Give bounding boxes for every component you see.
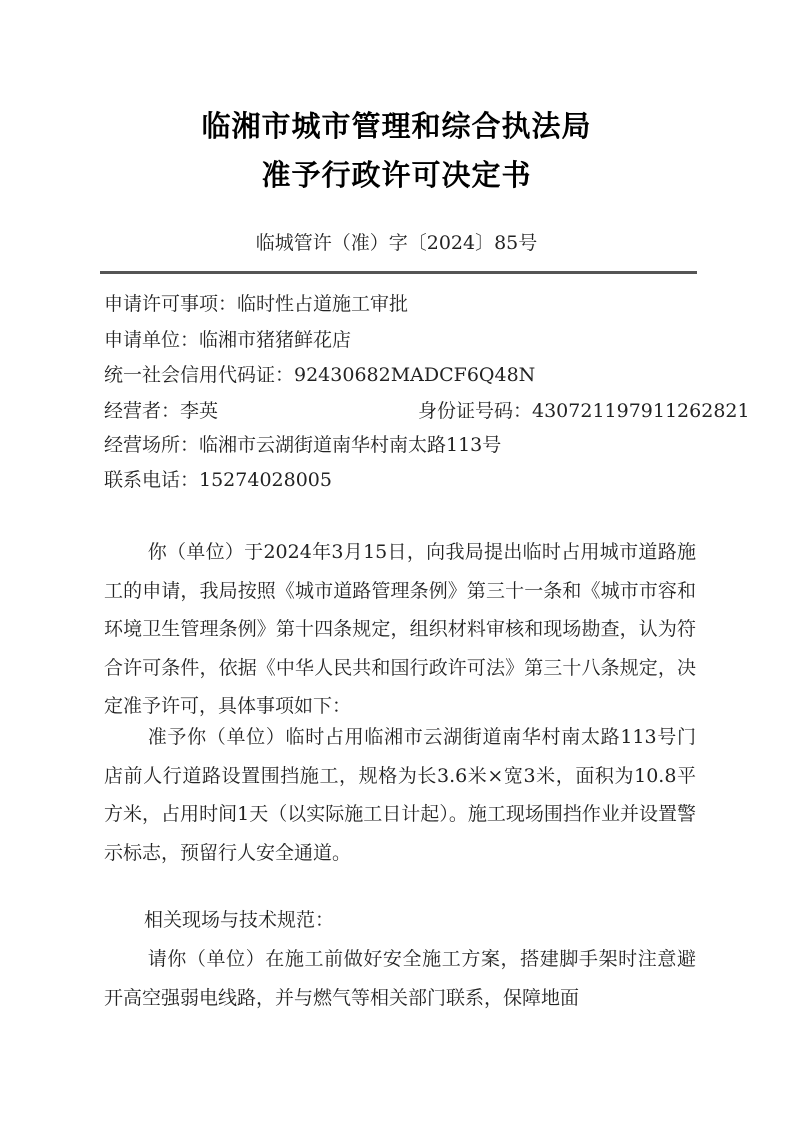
field-operator-row bbox=[104, 396, 750, 423]
body-paragraph-application: 你（单位）于2024年3月15日，向我局提出临时占用城市道路施工的申请，我局按照《城市道路管理条例》第三十一条和《城市市容和环境卫生管理条例》第十四条规定，组织材料审核和现场勘查，认为符合许可条件，依据《中华人民共和国行政许可法》第三十八条规定，决定准予许可，具体事项如下： bbox=[104, 541, 696, 717]
field-applicant: 申请单位：临湘市猪猪鲜花店 bbox=[104, 329, 352, 351]
document-number: 临城管许（准）字〔2024〕85号 bbox=[255, 232, 538, 254]
document-title-org: 临湘市城市管理和综合执法局 bbox=[201, 109, 592, 143]
document-title-type: 准予行政许可决定书 bbox=[261, 158, 532, 192]
body-paragraph-requirements: 请你（单位）在施工前做好安全施工方案，搭建脚手架时注意避开高空强弱电线路，并与燃气等相关部门联系，保障地面 bbox=[104, 948, 696, 1009]
field-phone: 联系电话：15274028005 bbox=[104, 469, 332, 491]
body-paragraph-permit: 准予你（单位）临时占用临湘市云湖街道南华村南太路113号门店前人行道路设置围挡施工，规格为长3.6米×宽3米，面积为10.8平方米，占用时间1天（以实际施工日计起）。施工现场围挡作业并设置警示标志，预留行人安全通道。 bbox=[104, 726, 696, 864]
field-id-number: 身份证号码：430721197911262821 bbox=[418, 400, 750, 422]
section-heading: 相关现场与技术规范： bbox=[144, 909, 335, 931]
field-permit-item: 申请许可事项：临时性占道施工审批 bbox=[104, 293, 409, 315]
field-address: 经营场所：临湘市云湖街道南华村南太路113号 bbox=[104, 434, 502, 456]
field-operator: 经营者：李英 bbox=[104, 400, 219, 422]
field-credit-code: 统一社会信用代码证：92430682MADCF6Q48N bbox=[104, 364, 536, 386]
header-divider bbox=[100, 271, 697, 274]
